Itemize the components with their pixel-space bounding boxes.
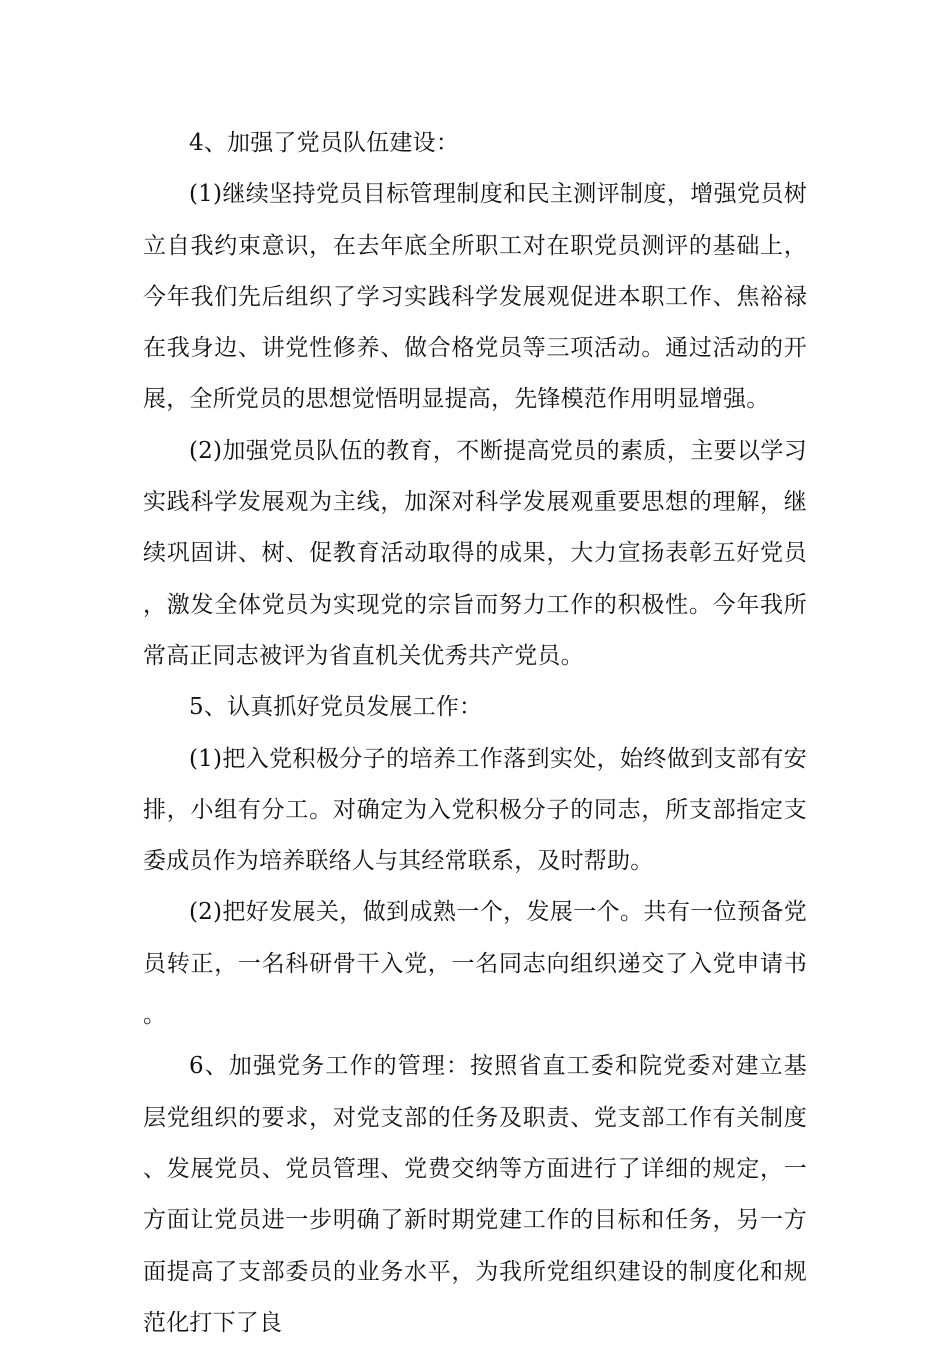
heading-member-development: 5、认真抓好党员发展工作： — [189, 694, 483, 721]
document-body — [143, 118, 807, 1349]
paragraph-activist-training: (1)把入党积极分子的培养工作落到实处，始终做到支部有安排，小组有分工。对确定为入党积极分子的同志，所支部指定支委成员作为培养联络人与其经常联系，及时帮助。 — [143, 745, 807, 875]
paragraph-development-gate: (2)把好发展关，做到成熟一个，发展一个。共有一位预备党员转正，一名科研骨干入党，一名同志向组织递交了入党申请书。 — [143, 899, 807, 1029]
paragraph-member-education: (2)加强党员队伍的教育，不断提高党员的素质，主要以学习实践科学发展观为主线，加深对科学发展观重要思想的理解，继续巩固讲、树、促教育活动取得的成果，大力宣扬表彰五好党员，激发全体党员为实现党的宗旨而努力工作的积极性。今年我所常高正同志被评为省直机关优秀共产党员。 — [143, 437, 807, 669]
paragraph-party-affairs-management: 6、加强党务工作的管理：按照省直工委和院党委对建立基层党组织的要求，对党支部的任务及职责、党支部工作有关制度、发展党员、党员管理、党费交纳等方面进行了详细的规定，一方面让党员进一步明确了新时期党建工作的目标和任务，另一方面提高了支部委员的业务水平，为我所党组织建设的制度化和规范化打下了良 — [143, 1053, 807, 1336]
paragraph-target-management: (1)继续坚持党员目标管理制度和民主测评制度，增强党员树立自我约束意识，在去年底全所职工对在职党员测评的基础上，今年我们先后组织了学习实践科学发展观促进本职工作、焦裕禄在我身边、讲党性修养、做合格党员等三项活动。通过活动的开展，全所党员的思想觉悟明显提高，先锋模范作用明显增强。 — [143, 181, 807, 413]
heading-party-member-team: 4、加强了党员队伍建设： — [189, 130, 460, 156]
